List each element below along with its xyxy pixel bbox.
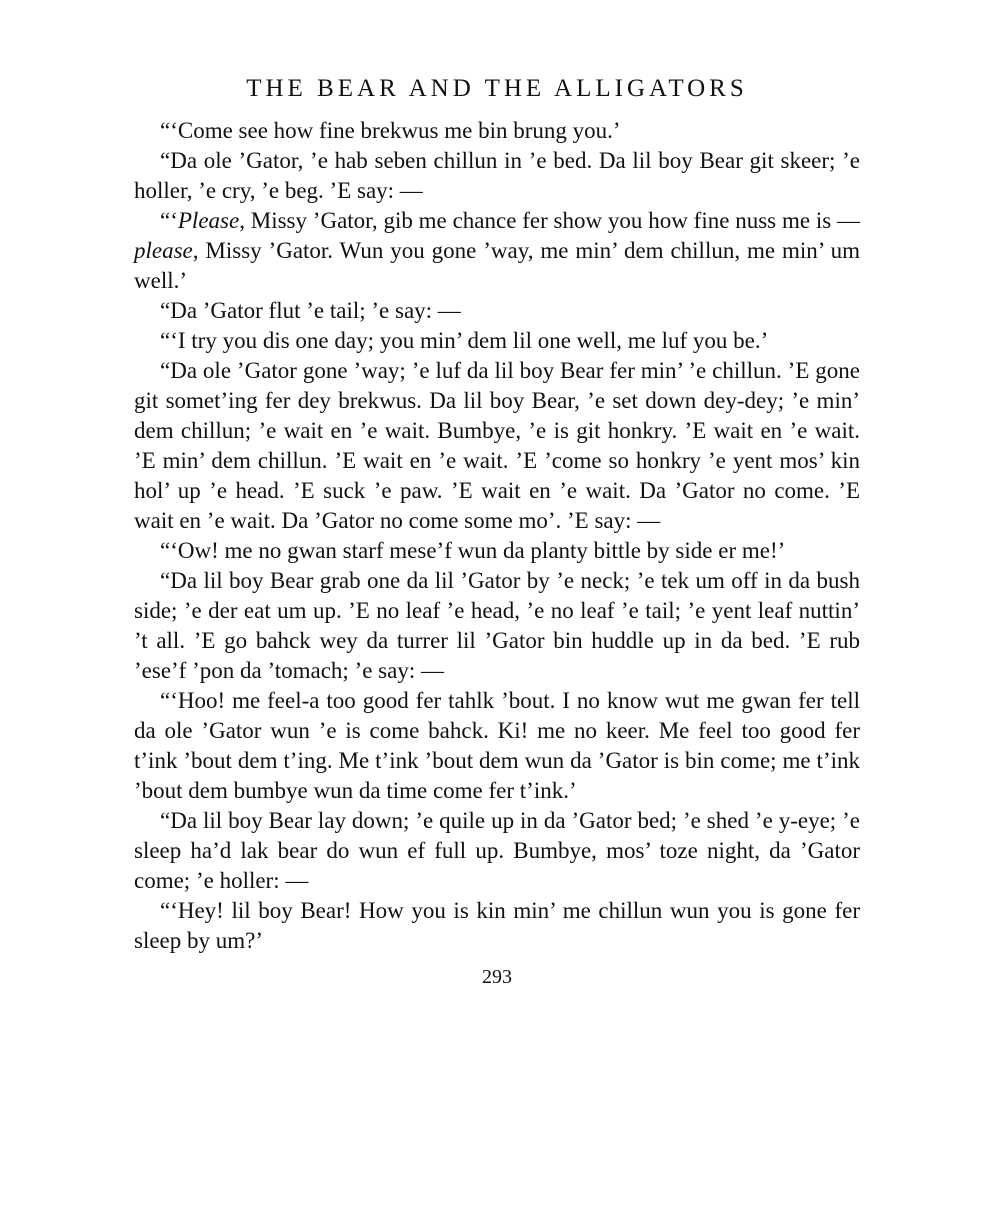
book-page bbox=[134, 72, 860, 990]
paragraph: “‘Please, Missy ’Gator, gib me chance fer show you how fine nuss me is — please, Missy ’Gator. Wun you gone ’way, me min’ dem chillun, me min’ um well.’ bbox=[134, 208, 860, 293]
emphasis: Please bbox=[177, 208, 240, 233]
paragraph: “‘Come see how fine brekwus me bin brung you.’ bbox=[160, 118, 621, 143]
running-head: THE BEAR AND THE ALLIGATORS bbox=[246, 75, 748, 102]
paragraph: “Da lil boy Bear lay down; ’e quile up in da ’Gator bed; ’e shed ’e y-eye; ’e sleep ha’d lak bear do wun ef full up. Bumbye, mos’ toze night, da ’Gator come; ’e holler: — bbox=[134, 808, 860, 893]
paragraph: “Da lil boy Bear grab one da lil ’Gator by ’e neck; ’e tek um off in da bush side; ’e der eat um up. ’E no leaf ’e head, ’e no leaf ’e tail; ’e yent leaf nuttin’ ’t all. ’E go bahck wey da turrer lil ’Gator bin huddle up in da bed. ’E rub ’ese’f ’pon da ’tomach; ’e say: — bbox=[134, 568, 860, 683]
paragraph: “Da ’Gator flut ’e tail; ’e say: — bbox=[160, 298, 461, 323]
paragraph: “‘Hey! lil boy Bear! How you is kin min’ me chillun wun you is gone fer sleep by um?’ bbox=[134, 898, 860, 953]
paragraph: “Da ole ’Gator, ’e hab seben chillun in ’e bed. Da lil boy Bear git skeer; ’e holler, ’e cry, ’e beg. ’E say: — bbox=[134, 148, 860, 203]
body-text bbox=[134, 116, 860, 956]
paragraph: “‘Ow! me no gwan starf mese’f wun da planty bittle by side er me!’ bbox=[160, 538, 786, 563]
paragraph: “Da ole ’Gator gone ’way; ’e luf da lil boy Bear fer min’ ’e chillun. ’E gone git somet’ing fer dey brekwus. Da lil boy Bear, ’e set down dey-dey; ’e min’ dem chillun; ’e wait en ’e wait. Bumbye, ’e is git honkry. ’E wait en ’e wait. ’E min’ dem chillun. ’E wait en ’e wait. ’E ’come so honkry ’e yent mos’ kin hol’ up ’e head. ’E suck ’e paw. ’E wait en ’e wait. Da ’Gator no come. ’E wait en ’e wait. Da ’Gator no come some mo’. ’E say: — bbox=[134, 358, 860, 533]
emphasis: please bbox=[134, 238, 193, 263]
page-number: 293 bbox=[482, 966, 512, 988]
paragraph: “‘Hoo! me feel-a too good fer tahlk ’bout. I no know wut me gwan fer tell da ole ’Gator wun ’e is come bahck. Ki! me no keer. Me feel too good fer t’ink ’bout dem t’ing. Me t’ink ’bout dem wun da ’Gator is bin come; me t’ink ’bout dem bumbye wun da time come fer t’ink.’ bbox=[134, 688, 860, 803]
paragraph: “‘I try you dis one day; you min’ dem lil one well, me luf you be.’ bbox=[160, 328, 769, 353]
